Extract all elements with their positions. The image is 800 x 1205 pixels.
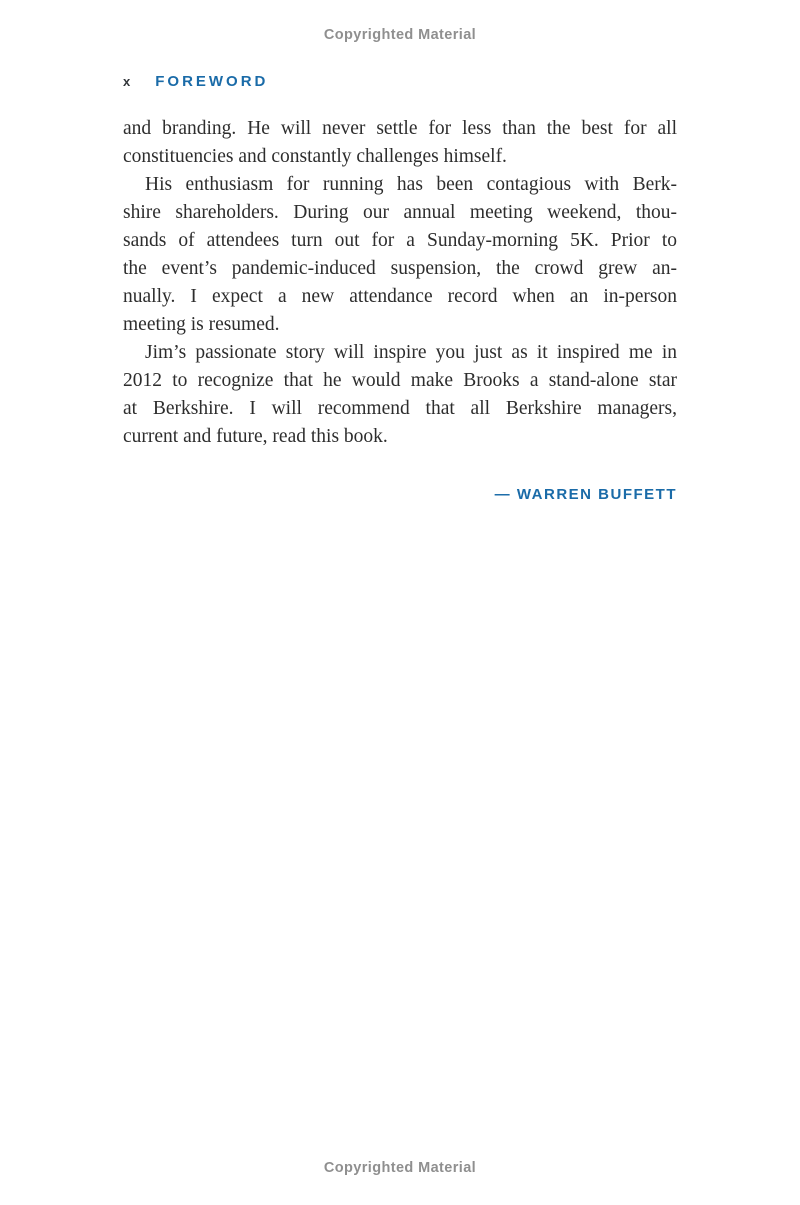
body-line: and branding. He will never settle for less than the best for all [123, 118, 677, 139]
body-line: nually. I expect a new attendance record when an in-person [123, 286, 677, 307]
body-line: shire shareholders. During our annual meeting weekend, thou- [123, 202, 677, 223]
body-line: Jim’s passionate story will inspire you just as it inspired me in [145, 342, 677, 363]
body-line: meeting is resumed. [123, 314, 280, 335]
chapter-title: FOREWORD [155, 73, 269, 90]
body-line: 2012 to recognize that he would make Brooks a stand-alone star [123, 370, 677, 391]
body-line: the event’s pandemic-induced suspension, the crowd grew an- [123, 258, 677, 279]
body-line: at Berkshire. I will recommend that all Berkshire managers, [123, 398, 677, 419]
author-signature: — WARREN BUFFETT [494, 486, 677, 503]
body-line: current and future, read this book. [123, 426, 388, 447]
body-line: constituencies and constantly challenges himself. [123, 146, 507, 167]
body-line: His enthusiasm for running has been contagious with Berk- [145, 174, 677, 195]
copyright-notice-top: Copyrighted Material [323, 27, 477, 43]
body-text [123, 115, 677, 451]
page-number: x [123, 74, 132, 89]
copyright-notice-bottom: Copyrighted Material [323, 1160, 477, 1176]
body-line: sands of attendees turn out for a Sunday-morning 5K. Prior to [123, 230, 677, 251]
foreword-header [123, 73, 268, 90]
